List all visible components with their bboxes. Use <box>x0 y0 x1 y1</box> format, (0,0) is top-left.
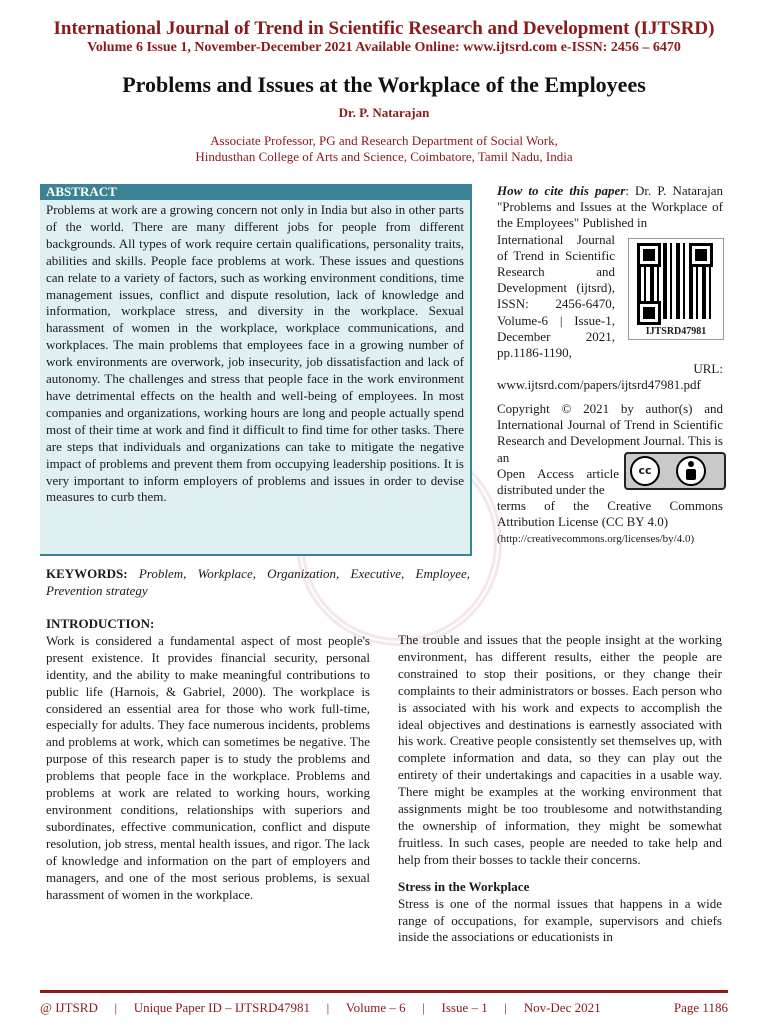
citation-label: How to cite this paper <box>497 183 626 198</box>
journal-issue-line: Volume 6 Issue 1, November-December 2021 Available Online: www.ijtsrd.com e-ISSN: 2456 – 6470 <box>87 40 681 55</box>
affiliation-line-2: Hindusthan College of Arts and Science, Coimbatore, Tamil Nadu, India <box>195 149 573 164</box>
citation-url[interactable]: www.ijtsrd.com/papers/ijtsrd47981.pdf <box>497 377 701 393</box>
qr-label: IJTSRD47981 <box>645 326 707 337</box>
keywords-label: KEYWORDS: <box>46 566 128 581</box>
footer-volume: Volume – 6 <box>345 1000 406 1015</box>
right-column <box>398 632 722 946</box>
footer-separator: | <box>114 1000 118 1015</box>
copyright-text-a: Copyright © 2021 by author(s) and International Journal of Trend in Scientific Research and Development Journal. This is an <box>497 401 723 465</box>
cc-badge-text: cc <box>630 456 660 486</box>
footer-paper-id: Unique Paper ID – IJTSRD47981 <box>133 1000 310 1015</box>
attribution-icon <box>676 456 706 486</box>
qr-code-icon <box>628 238 724 340</box>
copyright-text-b: Open Access article distributed under the <box>497 465 619 498</box>
journal-name: International Journal of Trend in Scientific Research and Development (IJTSRD) <box>53 18 715 39</box>
abstract-text: Problems at work are a growing concern not only in India but also in other parts of the world. There are many different jobs for people from different backgrounds. All types of work require certain qualifications, personality traits, abilities and skills. People face problems at work. These issues and questions can relate to a variety of factors, such as working environment conditions, time management issues, conflict and dispute resolution, lack of knowledge and information, workplace stress, and diversity in the workplace. Sexual harassment of women in the workplace, workplace communications, and workplaces. The main problems that employees face in a growing number of work environments are overwork, job insecurity, job dissatisfaction and lack of autonomy. The challenges and stress that people face in the work environment have detrimental effects on the health and well-being of employees. In most companies and organizations, working hours are long and people actually spend most of their time at work and find it difficult to find time for other tasks. There are steps that individuals and organizations can take to mitigate the negative impact of problems and prevent them from occupying leadership positions. It is very important to inform employers of problems and issues in order to devise measures to curb them. <box>46 202 464 505</box>
footer-rule <box>40 990 728 993</box>
left-column <box>46 616 370 903</box>
citation-text-b: International Journal of Trend in Scientific Research and Development (ijtsrd), ISSN: 2456-6470, Volume-6 | Issue-1, December 2021, pp.1186-1190, <box>497 231 615 361</box>
qr-finder-pattern <box>637 301 661 325</box>
affiliation-line-1: Associate Professor, PG and Research Department of Social Work, <box>210 133 558 148</box>
keywords <box>46 565 470 599</box>
footer-issue: Issue – 1 <box>441 1000 488 1015</box>
footer-spacer <box>617 1000 657 1016</box>
copyright-text-c: terms of the Creative Commons Attribution License (CC BY 4.0) <box>497 498 723 530</box>
page-footer <box>40 1000 728 1016</box>
footer-separator: | <box>326 1000 330 1015</box>
footer-page-number: Page 1186 <box>673 1000 728 1015</box>
footer-separator: | <box>422 1000 425 1015</box>
stress-text: Stress is one of the normal issues that happens in a wide range of occupations, for example, supervisors and chiefs inside the associations or educationists in <box>398 895 722 945</box>
citation-text-a: : Dr. P. Natarajan "Problems and Issues at the Workplace of the Employees" Published in <box>497 183 724 231</box>
citation-url-label: URL: <box>693 361 723 377</box>
paper-title: Problems and Issues at the Workplace of the Employees <box>122 72 646 97</box>
right-column-text: The trouble and issues that the people insight at the working environment, has different results, either the people are constrained to stop their positions, or they change their complaints to their administrators or bosses. Each person who is associated with his work and expects to accomplish the ideal objectives and destinations is earnestly associated with his work. Creative people consistently set themselves up, with complete information and data, so they can play out the entirety of their undertakings and capacities in a usable way. There might be examples at the working environment that assignments might be too troublesome and notwithstanding the ownership of information, they might be somewhat fruitless. In such cases, people are needed to take help and help from their bosses to tackle their concerns. <box>398 632 722 867</box>
stress-heading: Stress in the Workplace <box>398 878 530 894</box>
footer-brand: @ IJTSRD <box>40 1000 98 1015</box>
creative-commons-icon <box>624 452 726 490</box>
footer-separator: | <box>504 1000 508 1015</box>
keywords-text: Problem, Workplace, Organization, Executive, Employee, Prevention strategy <box>46 566 470 598</box>
footer-date: Nov-Dec 2021 <box>523 1000 601 1015</box>
paper-author: Dr. P. Natarajan <box>338 105 430 120</box>
intro-text: Work is considered a fundamental aspect of most people's present existence. It provides financial security, personal identity, and the ability to make meaningful contributions to public life (Harnois, & Gabriel, 2000). The workplace is considered an essential area for those who work full-time, especially for adults. They face numerous incidents, problems and problems at work, which can sometimes be negative. The purpose of this research paper is to study the problems and problems that people face in the workplace. Problems and problems at work are related to working hours, working environment conditions, relationships with superiors and subordinates, effective communication, conflict and dispute resolution, job stress, mental health issues, and rigor. The lack of knowledge and information on the part of employers and managers, and one of the most serious problems, is sexual harassment of women in the workplace. <box>46 632 370 902</box>
intro-heading: INTRODUCTION: <box>46 616 155 631</box>
license-url[interactable]: (http://creativecommons.org/licenses/by/4.0) <box>497 532 695 545</box>
abstract-heading: ABSTRACT <box>40 184 470 200</box>
